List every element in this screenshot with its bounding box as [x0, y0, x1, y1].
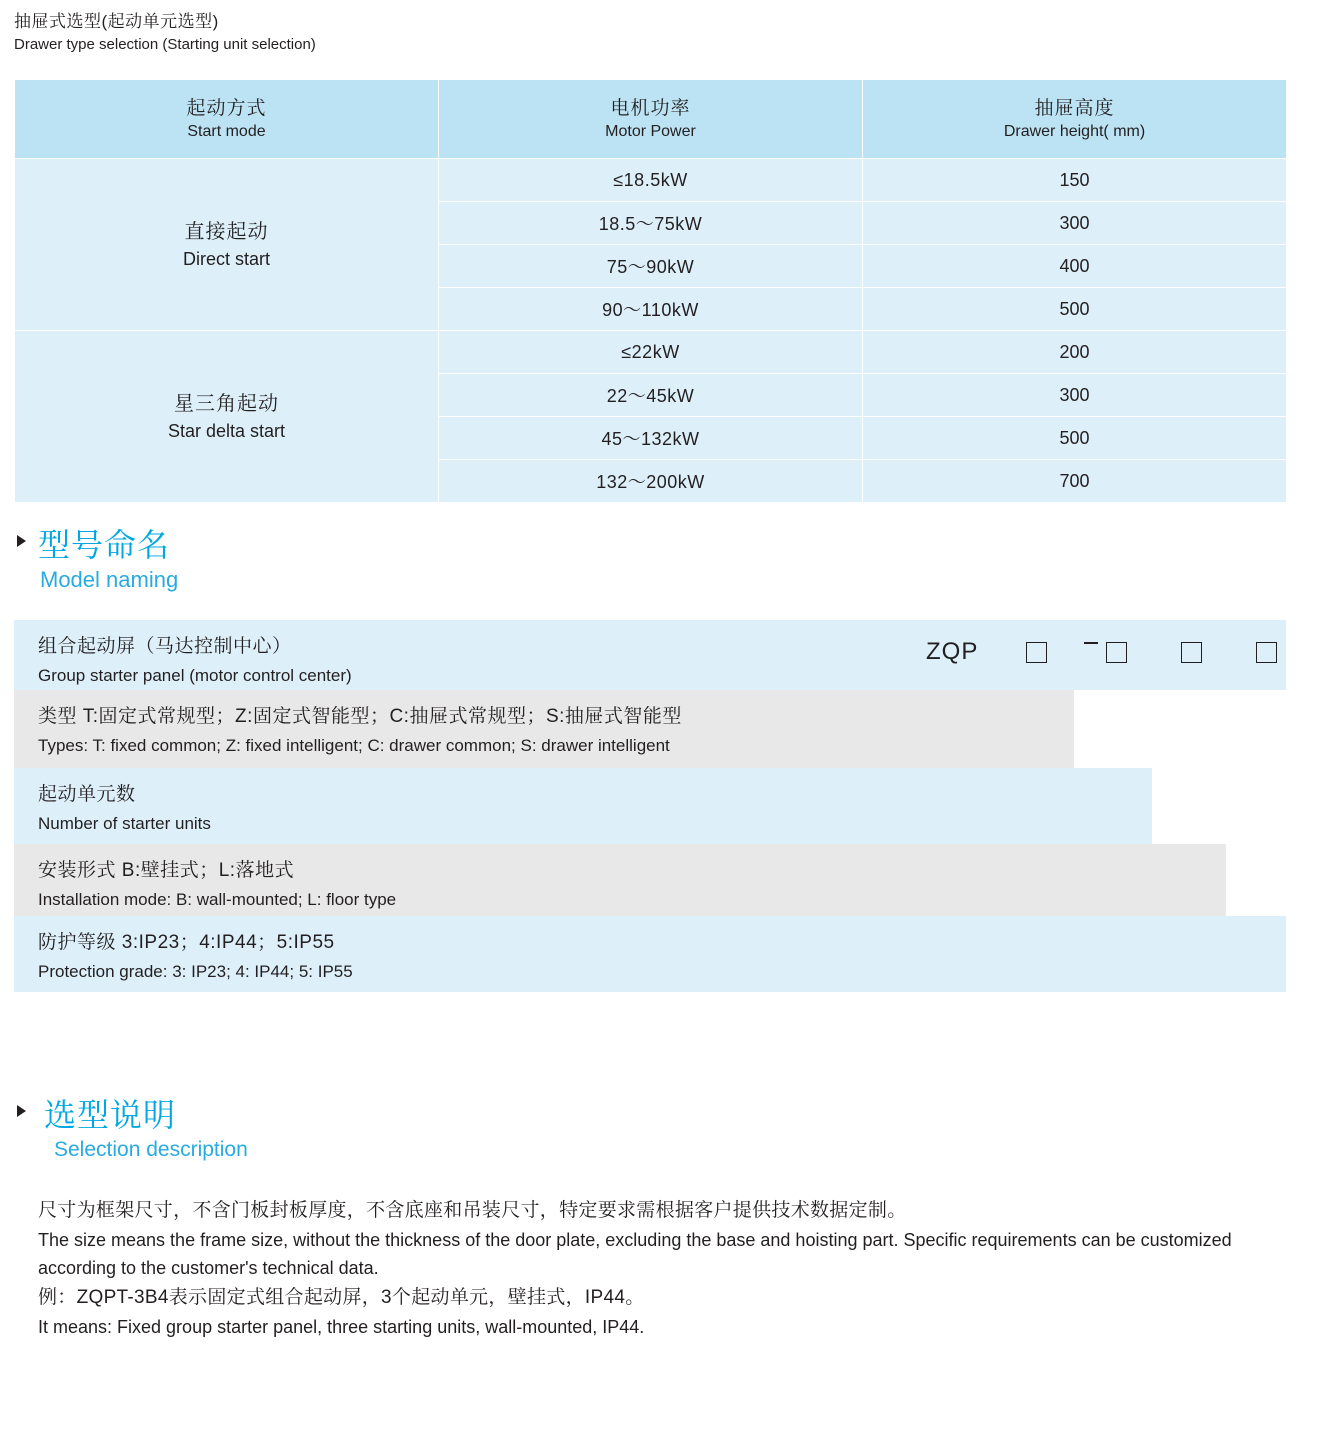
model-code-prefix: ZQP [926, 638, 979, 665]
caption-title-en: Drawer type selection (Starting unit selection) [14, 36, 316, 53]
naming-row-types-cn: 类型 T:固定式常规型；Z:固定式智能型；C:抽屉式常规型；S:抽屉式智能型 [38, 706, 682, 727]
header-start-mode-cn: 起动方式 [186, 97, 267, 119]
height-cell: 500 [863, 288, 1287, 331]
height-cell: 300 [863, 374, 1287, 417]
naming-row-installation [14, 844, 1226, 916]
section-model-naming-title-cn: 型号命名 [38, 527, 171, 563]
mode-cell-direct-start-en: Direct start [182, 248, 270, 269]
naming-row-unit-count-cn: 起动单元数 [38, 784, 136, 805]
naming-row-protection-cn: 防护等级 3:IP23；4:IP44；5:IP55 [38, 932, 335, 953]
section-selection-description [14, 1095, 248, 1165]
height-cell: 700 [863, 460, 1287, 503]
header-motor-power-cn: 电机功率 [610, 97, 691, 119]
naming-row-installation-en: Installation mode: B: wall-mounted; L: floor type [38, 890, 397, 909]
table-header-row [15, 80, 1287, 159]
power-cell: ≤22kW [439, 331, 863, 374]
desc-line-2-en: The size means the frame size, without the thickness of the door plate, excluding the base and hoisting part. Specific requirements can be customized according to the customer's technical data. [38, 1230, 1232, 1278]
naming-row-types-en: Types: T: fixed common; Z: fixed intelligent; C: drawer common; S: drawer intelligent [38, 736, 670, 755]
drawer-spec-table [14, 79, 1287, 503]
model-naming-block [14, 620, 1286, 992]
code-box-protection [1256, 642, 1277, 663]
mode-cell-star-delta-start-en: Star delta start [167, 420, 286, 441]
section-model-naming [14, 525, 178, 595]
caption-title-cn: 抽屉式选型(起动单元选型) [14, 12, 219, 31]
height-cell: 200 [863, 331, 1287, 374]
header-start-mode-en: Start mode [187, 122, 266, 140]
naming-row-product [14, 620, 1286, 690]
power-cell: ≤18.5kW [439, 159, 863, 202]
power-cell: 22～45kW [439, 374, 863, 417]
naming-row-unit-count-en: Number of starter units [38, 814, 211, 833]
power-cell: 132～200kW [439, 460, 863, 503]
triangle-right-icon [17, 535, 26, 547]
naming-row-installation-cn: 安装形式 B:壁挂式；L:落地式 [38, 860, 295, 881]
header-drawer-height-cn: 抽屉高度 [1034, 97, 1115, 119]
naming-row-protection-en: Protection grade: 3: IP23; 4: IP44; 5: IP55 [38, 962, 353, 981]
desc-line-3-cn: 例：ZQPT-3B4表示固定式组合起动屏，3个起动单元，壁挂式，IP44。 [38, 1287, 645, 1308]
mode-cell-direct-start-cn: 直接起动 [184, 220, 269, 243]
height-cell: 500 [863, 417, 1287, 460]
code-dash [1084, 642, 1098, 645]
desc-line-4-en: It means: Fixed group starter panel, three starting units, wall-mounted, IP44. [38, 1317, 645, 1337]
mode-cell-star-delta-start-cn: 星三角起动 [174, 392, 279, 415]
drawer-spec-table-wrapper [14, 79, 1286, 503]
naming-row-product-en: Group starter panel (motor control center) [38, 666, 352, 685]
table-row [15, 159, 1287, 202]
height-cell: 150 [863, 159, 1287, 202]
header-motor-power [439, 80, 863, 159]
header-drawer-height [863, 80, 1287, 159]
code-box-installation [1181, 642, 1202, 663]
drawer-selection-caption [14, 10, 914, 56]
table-row [15, 331, 1287, 374]
mode-cell-direct-start [15, 159, 439, 331]
height-cell: 300 [863, 202, 1287, 245]
section-model-naming-title-en: Model naming [40, 567, 179, 592]
section-selection-title-en: Selection description [54, 1138, 248, 1161]
code-box-unit-count [1106, 642, 1127, 663]
desc-line-1-cn: 尺寸为框架尺寸，不含门板封板厚度，不含底座和吊装尺寸，特定要求需根据客户提供技术数据定制。 [38, 1200, 907, 1221]
naming-row-protection [14, 916, 1286, 992]
selection-description-text [38, 1195, 1288, 1341]
code-box-type [1026, 642, 1047, 663]
header-motor-power-en: Motor Power [605, 122, 696, 140]
power-cell: 45～132kW [439, 417, 863, 460]
naming-row-types [14, 690, 1074, 768]
power-cell: 75～90kW [439, 245, 863, 288]
height-cell: 400 [863, 245, 1287, 288]
naming-row-product-cn: 组合起动屏（马达控制中心） [38, 636, 292, 657]
section-selection-title-cn: 选型说明 [44, 1097, 177, 1133]
power-cell: 18.5～75kW [439, 202, 863, 245]
power-cell: 90～110kW [439, 288, 863, 331]
mode-cell-star-delta-start [15, 331, 439, 503]
header-drawer-height-en: Drawer height( mm) [1003, 122, 1146, 140]
header-start-mode [15, 80, 439, 159]
naming-row-unit-count [14, 768, 1152, 844]
triangle-right-icon [17, 1105, 26, 1117]
model-code-area [926, 620, 1286, 690]
